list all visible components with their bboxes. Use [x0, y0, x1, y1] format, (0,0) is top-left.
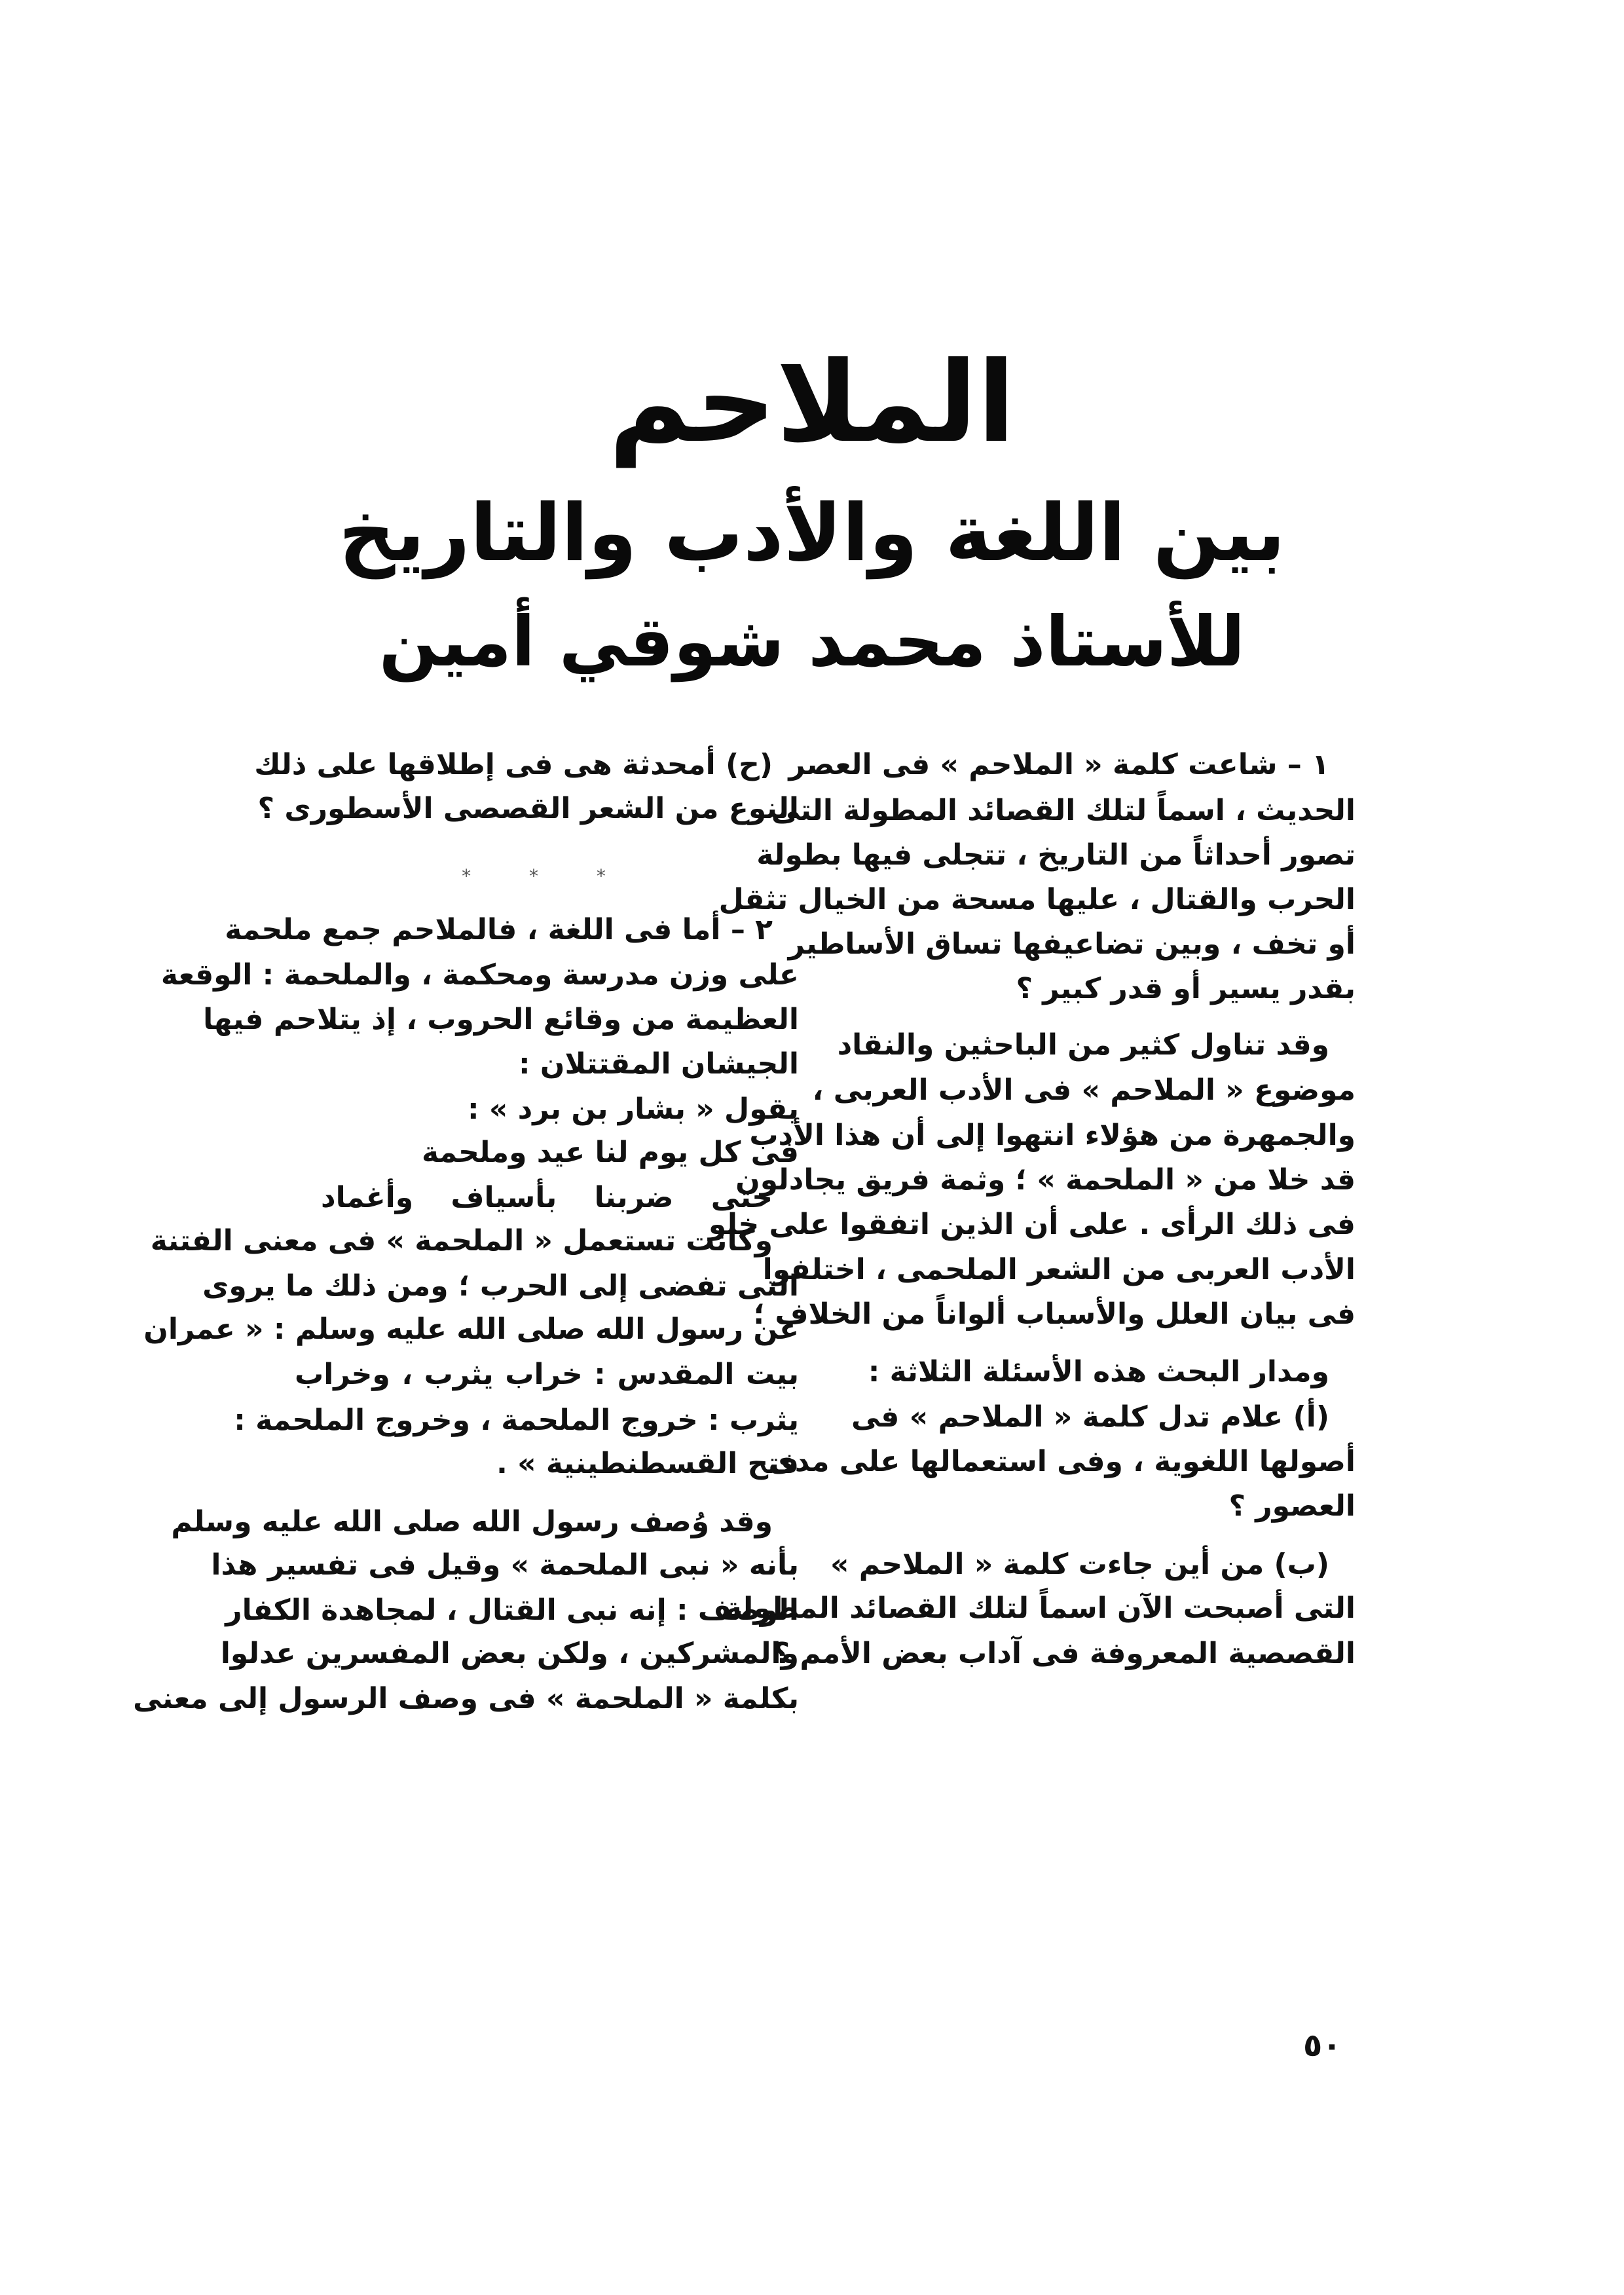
- question-c: (ح) أمحدثة هى فى إطلاقها على ذلك: [254, 748, 773, 781]
- text-line: الأدب العربى من الشعر الملحمى ، اختلفوا: [762, 1253, 1356, 1286]
- text-line: والجمهرة من هؤلاء انتهوا إلى أن هذا الأدب: [749, 1119, 1356, 1152]
- text-line: ٢ – أما فى اللغة ، فالملاحم جمع ملحمة: [225, 913, 773, 946]
- article-author: للأستاذ محمد شوقي أمين: [378, 602, 1246, 682]
- text-line: أصولها اللغوية ، وفى استعمالها على مدى: [768, 1445, 1356, 1478]
- article-subtitle: بين اللغة والأدب والتاريخ: [339, 488, 1285, 579]
- verse-line-1: فى كل يوم لنا عيد وملحمة: [421, 1136, 799, 1169]
- text-line: يقول « بشار بن برد » :: [467, 1092, 799, 1126]
- text-line: يثرب : خروج الملحمة ، وخروج الملحمة :: [234, 1404, 799, 1437]
- text-line: الحرب والقتال ، عليها مسحة من الخيال تثقل: [718, 883, 1356, 916]
- text-line: وكانت تستعمل « الملحمة » فى معنى الفتنة: [150, 1224, 773, 1258]
- text-line: العصور ؟: [1228, 1489, 1356, 1523]
- text-line: التى تفضى إلى الحرب ؛ ومن ذلك ما يروى: [202, 1269, 799, 1303]
- text-line: ومدار البحث هذه الأسئلة الثلاثة :: [868, 1355, 1329, 1389]
- article-title: الملاحم: [608, 338, 1016, 468]
- text-line: موضوع « الملاحم » فى الأدب العربى ،: [812, 1073, 1356, 1107]
- text-line: وقد تناول كثير من الباحثين والنقاد: [837, 1028, 1329, 1062]
- page-number: ٥٠: [1303, 2027, 1342, 2064]
- text-line: العظيمة من وقائع الحروب ، إذ يتلاحم فيها: [203, 1003, 799, 1036]
- text-line: الجيشان المقتتلان :: [518, 1047, 799, 1081]
- text-line: القصصية المعروفة فى آداب بعض الأمم ؟: [773, 1637, 1356, 1670]
- section-divider: * * *: [462, 865, 632, 887]
- text-line: على وزن مدرسة ومحكمة ، والملحمة : الوقعة: [160, 958, 799, 992]
- left-column: [133, 0, 799, 2295]
- text-line: الحديث ، اسماً لتلك القصائد المطولة التى: [771, 794, 1356, 827]
- text-line: والمشركين ، ولكن بعض المفسرين عدلوا: [220, 1637, 799, 1670]
- question-b: (ب) من أين جاءت كلمة « الملاحم »: [830, 1548, 1329, 1581]
- verse-line-2: حتى ضربنا بأسياف وأغماد: [321, 1181, 773, 1214]
- text-line: وقد وُصف رسول الله صلى الله عليه وسلم: [171, 1505, 773, 1539]
- text-line: تصور أحداثاً من التاريخ ، تتجلى فيها بطولة: [756, 838, 1356, 872]
- text-line: بأنه « نبى الملحمة » وقيل فى تفسير هذا: [211, 1548, 799, 1582]
- text-line: النوع من الشعر القصصى الأسطورى ؟: [257, 792, 799, 825]
- question-a: (أ) علام تدل كلمة « الملاحم » فى: [851, 1400, 1329, 1434]
- text-line: قد خلا من « الملحمة » ؛ وثمة فريق يجادلون: [735, 1163, 1356, 1197]
- text-line: الوصف : إنه نبى القتال ، لمجاهدة الكفار: [225, 1594, 799, 1627]
- text-line: بقدر يسير أو قدر كبير ؟: [1016, 972, 1356, 1005]
- text-line: بيت المقدس : خراب يثرب ، وخراب: [295, 1358, 799, 1391]
- text-line: ١ – شاعت كلمة « الملاحم » فى العصر: [788, 748, 1329, 781]
- text-line: عن رسول الله صلى الله عليه وسلم : « عمران: [143, 1313, 799, 1346]
- text-line: فى ذلك الرأى . على أن الذين اتفقوا على خلو: [708, 1208, 1356, 1241]
- text-line: فى بيان العلل والأسباب ألواناً من الخلاف ؛: [753, 1297, 1356, 1331]
- text-line: أو تخف ، وبين تضاعيفها تساق الأساطير: [788, 927, 1356, 961]
- text-line: التى أصبحت الآن اسماً لتلك القصائد المطولة: [725, 1592, 1356, 1625]
- text-line: فتح القسطنطينية » .: [496, 1447, 799, 1480]
- text-line: بكلمة « الملحمة » فى وصف الرسول إلى معنى: [133, 1682, 799, 1715]
